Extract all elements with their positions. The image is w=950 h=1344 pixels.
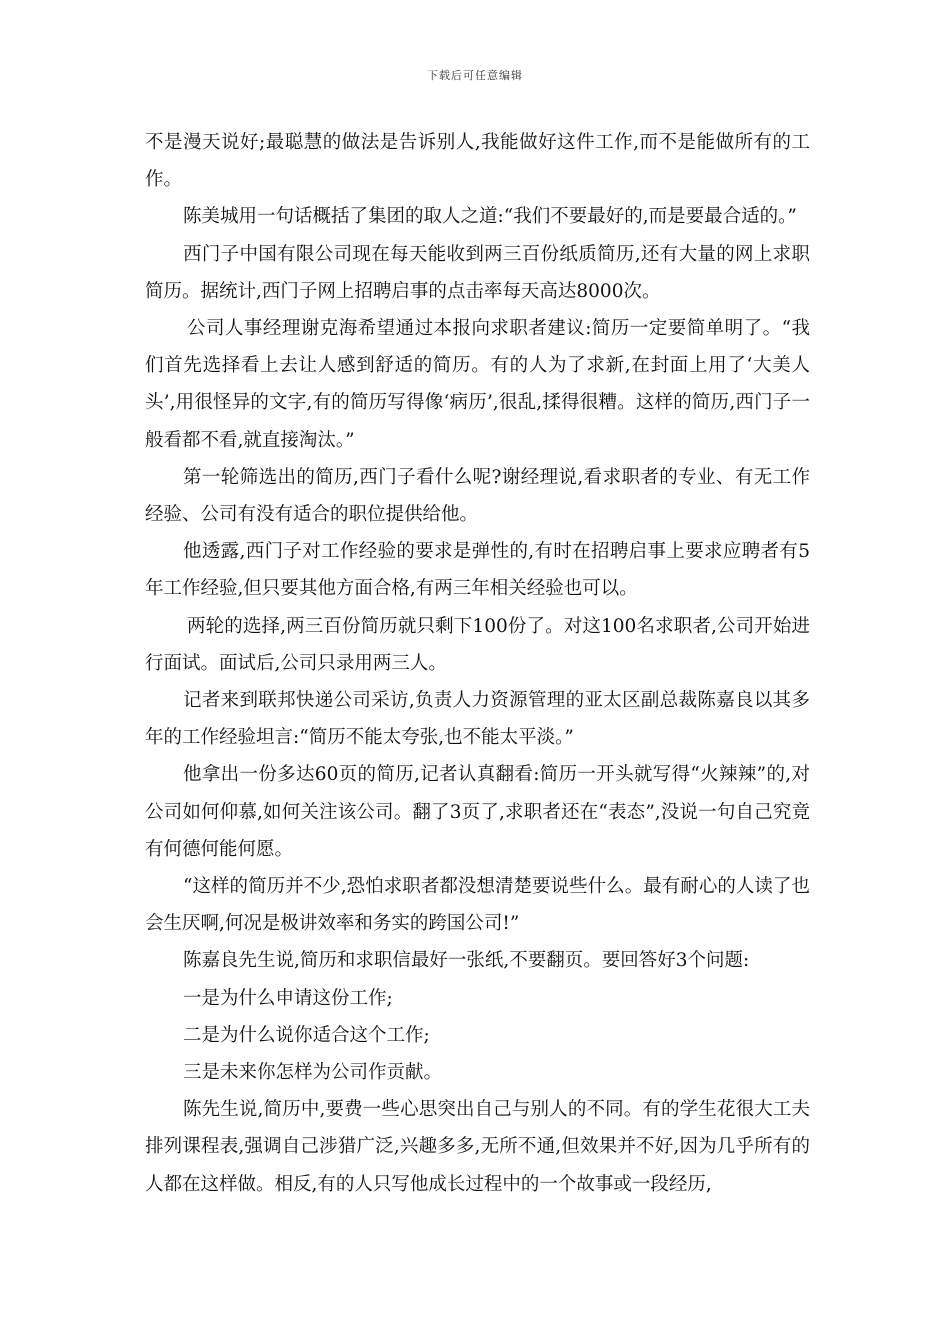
- paragraph: 第一轮筛选出的简历,西门子看什么呢?谢经理说,看求职者的专业、有无工作经验、公司有没有适合的职位提供给他。: [145, 466, 810, 526]
- paragraph: 陈先生说,简历中,要费一些心思突出自己与别人的不同。有的学生花很大工夫排列课程表,强调自己涉猎广泛,兴趣多多,无所不通,但效果并不好,因为几乎所有的人都在这样做。相反,有的人只写他成长过程中的一个故事或一段经历,: [145, 1099, 810, 1195]
- paragraph: 陈美城用一句话概括了集团的取人之道:“我们不要最好的,而是要最合适的。”: [183, 206, 797, 228]
- paragraph: 记者来到联邦快递公司采访,负责人力资源管理的亚太区副总裁陈嘉良以其多年的工作经验坦言:“简历不能太夸张,也不能太平淡。”: [145, 690, 810, 749]
- paragraph: 他拿出一份多达60页的简历,记者认真翻看:简历一开头就写得“火辣辣”的,对公司如何仰慕,如何关注该公司。翻了3页了,求职者还在“表态”,没说一句自己究竟有何德何能何愿。: [145, 764, 810, 860]
- paragraph: 两轮的选择,两三百份简历就只剩下100份了。对这100名求职者,公司开始进行面试。面试后,公司只录用两三人。: [145, 615, 810, 674]
- document-body: [145, 124, 810, 1203]
- page-header: 下载后可任意编辑: [427, 69, 523, 82]
- paragraph: “这样的简历并不少,恐怕求职者都没想清楚要说些什么。最有耐心的人读了也会生厌啊,何况是极讲效率和务实的跨国公司!”: [145, 876, 810, 935]
- list-item: 一是为什么申请这份工作;: [183, 987, 393, 1009]
- paragraph: 陈嘉良先生说,简历和求职信最好一张纸,不要翻页。要回答好3个问题:: [183, 950, 750, 972]
- paragraph: 他透露,西门子对工作经验的要求是弹性的,有时在招聘启事上要求应聘者有5年工作经验,但只要其他方面合格,有两三年相关经验也可以。: [145, 541, 810, 600]
- list-item: 三是未来你怎样为公司作贡献。: [183, 1062, 443, 1084]
- list-item: 二是为什么说你适合这个工作;: [183, 1024, 430, 1046]
- paragraph: 不是漫天说好;最聪慧的做法是告诉别人,我能做好这件工作,而不是能做所有的工作。: [145, 132, 810, 191]
- paragraph: 西门子中国有限公司现在每天能收到两三百份纸质简历,还有大量的网上求职简历。据统计,西门子网上招聘启事的点击率每天高达8000次。: [145, 243, 810, 302]
- paragraph: 公司人事经理谢克海希望通过本报向求职者建议:简历一定要简单明了。“我们首先选择看上去让人感到舒适的简历。有的人为了求新,在封面上用了‘大美人头’,用很怪异的文字,有的简历写得像‘病历’,很乱,揉得很糟。这样的简历,西门子一般看都不看,就直接淘汰。”: [145, 318, 810, 451]
